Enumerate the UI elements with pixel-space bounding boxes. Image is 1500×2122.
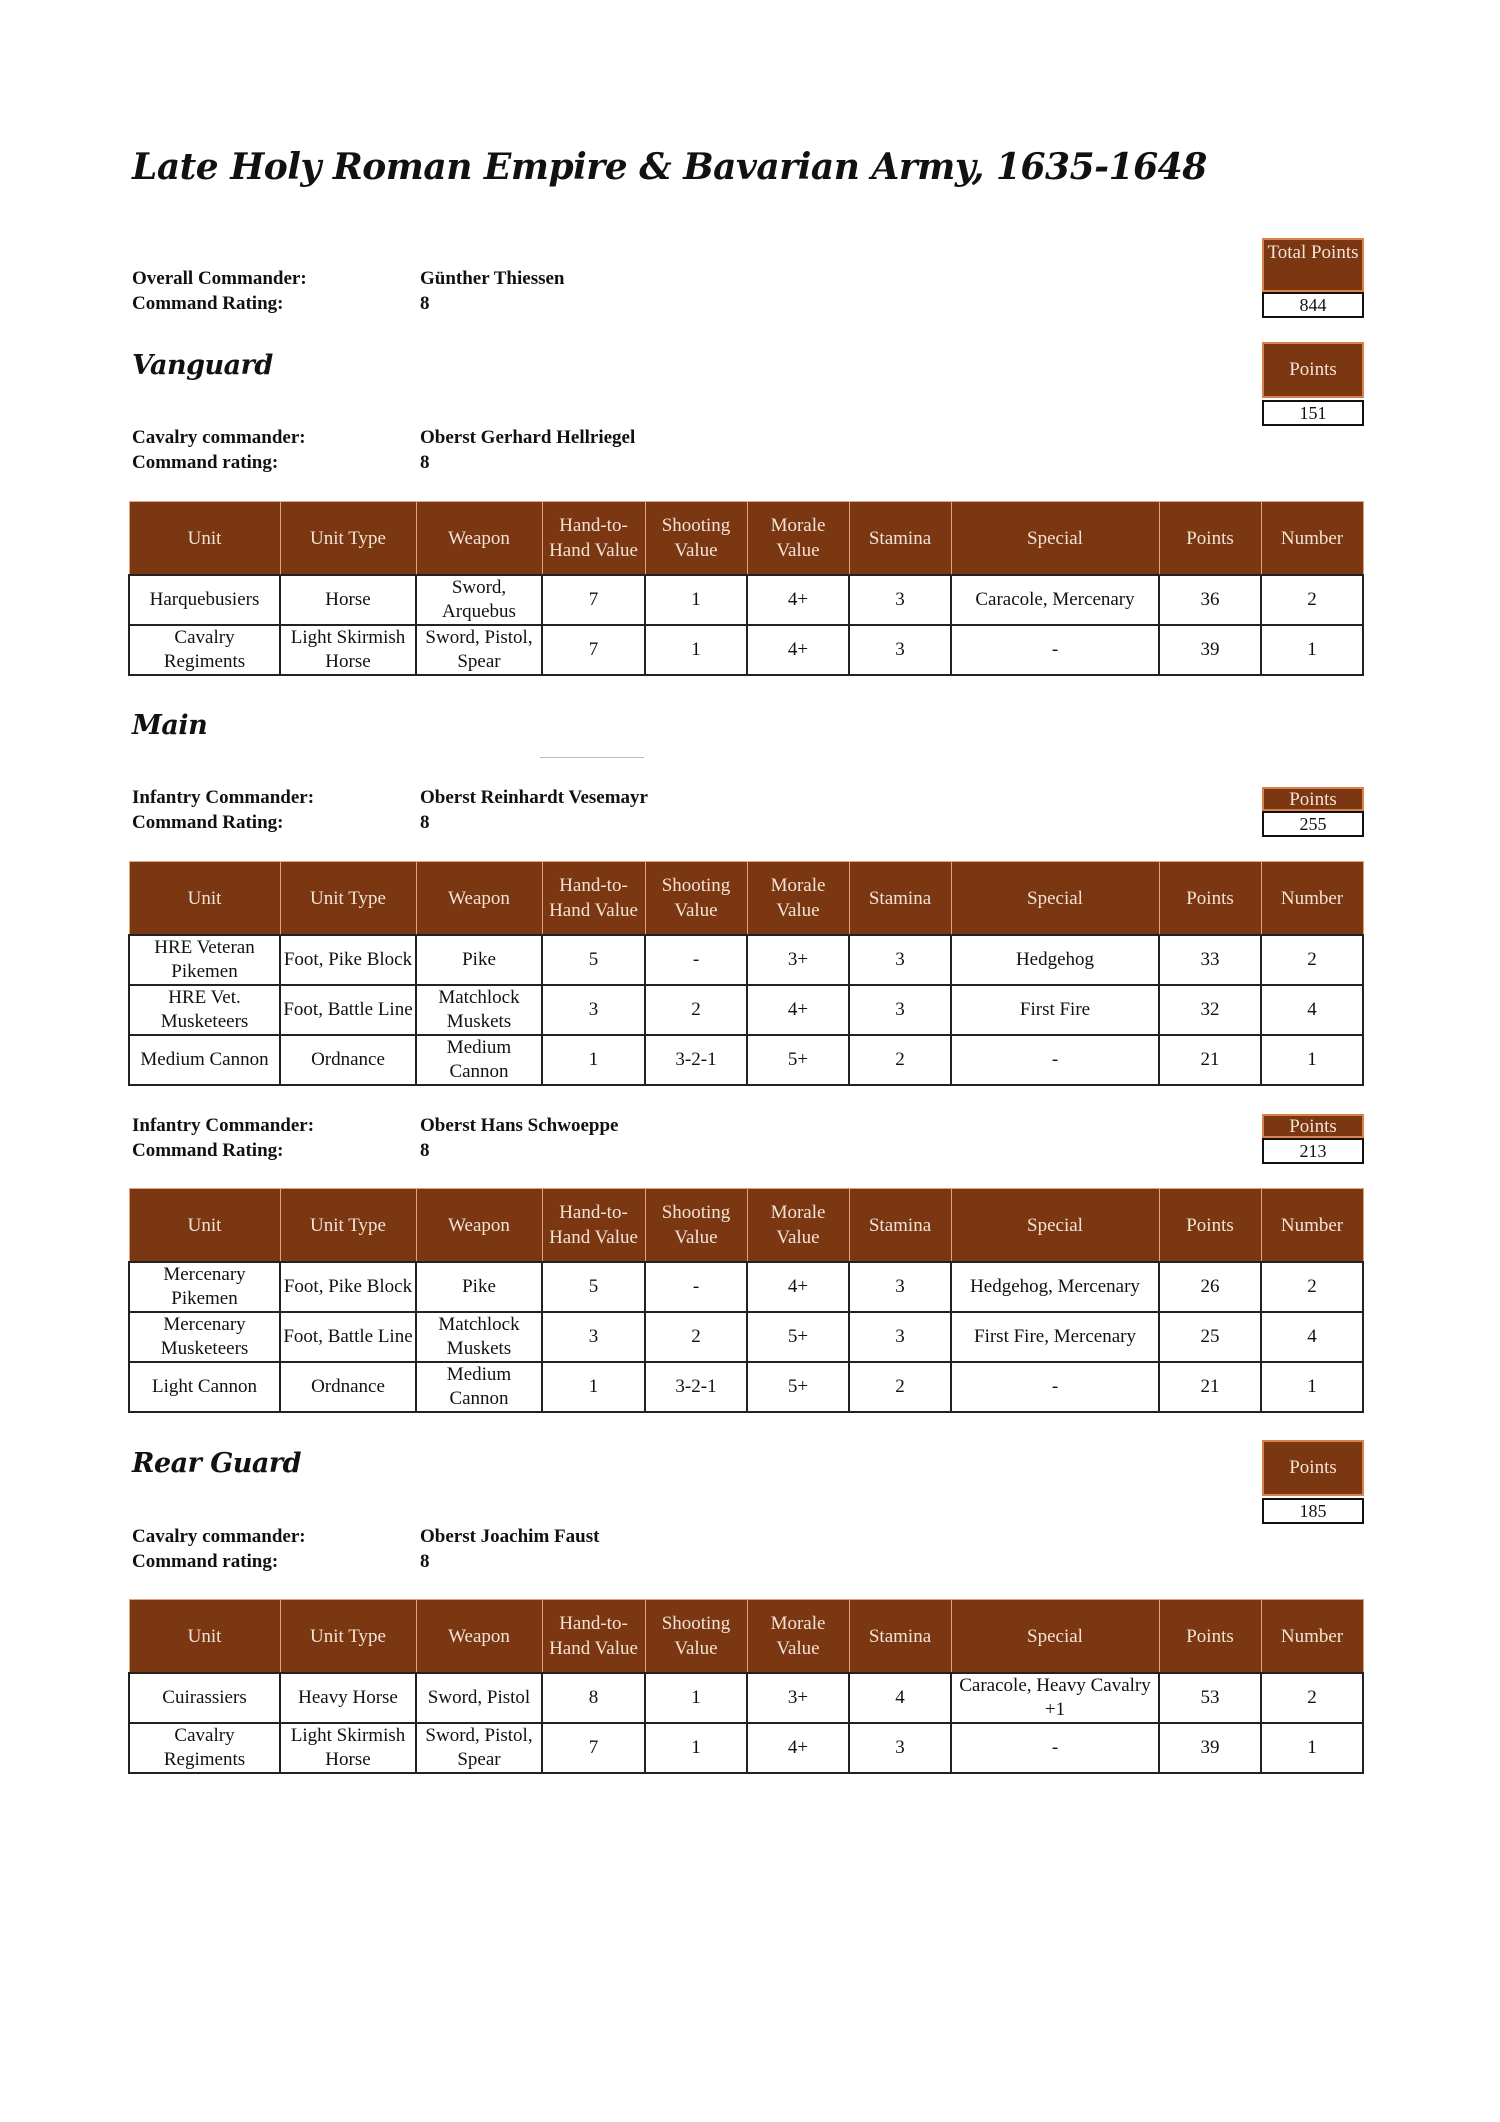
cell-shooting-value: -	[645, 1262, 747, 1312]
brigade2-points-label: Points	[1262, 1114, 1364, 1138]
column-header-stamina: Stamina	[849, 862, 951, 936]
cell-weapon: Sword, Pistol	[416, 1673, 542, 1723]
column-header-unit-type: Unit Type	[280, 1189, 416, 1263]
cell-unit: Cuirassiers	[129, 1673, 280, 1723]
vanguard-points-value: 151	[1262, 400, 1364, 426]
column-header-unit-type: Unit Type	[280, 502, 416, 576]
table-header-row	[129, 1189, 1363, 1263]
total-points-value: 844	[1262, 292, 1364, 318]
cell-stamina: 3	[849, 935, 951, 985]
vanguard-unit-table	[128, 501, 1364, 676]
cell-points: 39	[1159, 625, 1261, 675]
table-row	[129, 1312, 1363, 1362]
table-row	[129, 1723, 1363, 1773]
column-header-morale-value: Morale Value	[747, 1189, 849, 1263]
cell-points: 26	[1159, 1262, 1261, 1312]
cell-points: 25	[1159, 1312, 1261, 1362]
cell-morale-value: 5+	[747, 1035, 849, 1085]
cell-hand-to-hand-value: 8	[542, 1673, 645, 1723]
cell-number: 4	[1261, 1312, 1363, 1362]
column-header-hand-to-hand-value: Hand-to-Hand Value	[542, 862, 645, 936]
main-brigade2-commander-block	[132, 1113, 618, 1163]
cell-weapon: Pike	[416, 1262, 542, 1312]
cell-shooting-value: 2	[645, 985, 747, 1035]
cell-stamina: 3	[849, 575, 951, 625]
column-header-shooting-value: Shooting Value	[645, 502, 747, 576]
cell-hand-to-hand-value: 5	[542, 1262, 645, 1312]
cell-weapon: Matchlock Muskets	[416, 1312, 542, 1362]
rearguard-points-label: Points	[1262, 1440, 1364, 1496]
cell-special: -	[951, 625, 1159, 675]
cell-points: 32	[1159, 985, 1261, 1035]
cell-morale-value: 5+	[747, 1312, 849, 1362]
cell-hand-to-hand-value: 5	[542, 935, 645, 985]
cell-number: 1	[1261, 1362, 1363, 1412]
cell-shooting-value: 3-2-1	[645, 1035, 747, 1085]
cell-stamina: 3	[849, 1262, 951, 1312]
cell-unit: HRE Veteran Pikemen	[129, 935, 280, 985]
brigade2-commander-name: Oberst Hans Schwoeppe	[420, 1115, 619, 1136]
cell-hand-to-hand-value: 7	[542, 575, 645, 625]
cell-unit-type: Heavy Horse	[280, 1673, 416, 1723]
column-header-morale-value: Morale Value	[747, 862, 849, 936]
cell-morale-value: 4+	[747, 1723, 849, 1773]
cell-special: Hedgehog, Mercenary	[951, 1262, 1159, 1312]
cell-unit: HRE Vet. Musketeers	[129, 985, 280, 1035]
cell-hand-to-hand-value: 7	[542, 1723, 645, 1773]
table-row	[129, 1362, 1363, 1412]
cell-weapon: Sword, Pistol, Spear	[416, 1723, 542, 1773]
divider-line	[540, 757, 644, 758]
cell-unit-type: Foot, Pike Block	[280, 935, 416, 985]
brigade1-points-label: Points	[1262, 787, 1364, 811]
cell-morale-value: 4+	[747, 1262, 849, 1312]
cell-unit: Mercenary Pikemen	[129, 1262, 280, 1312]
overall-commander-name: Günther Thiessen	[420, 268, 565, 289]
vanguard-points-box	[1262, 342, 1364, 426]
cell-hand-to-hand-value: 1	[542, 1362, 645, 1412]
vanguard-rating-value: 8	[420, 452, 430, 473]
table-header-row	[129, 1600, 1363, 1674]
cell-special: -	[951, 1362, 1159, 1412]
cell-number: 4	[1261, 985, 1363, 1035]
cell-weapon: Medium Cannon	[416, 1035, 542, 1085]
cell-shooting-value: -	[645, 935, 747, 985]
cell-morale-value: 5+	[747, 1362, 849, 1412]
cell-unit: Mercenary Musketeers	[129, 1312, 280, 1362]
cell-hand-to-hand-value: 3	[542, 1312, 645, 1362]
brigade1-unit-table	[128, 861, 1364, 1086]
cell-special: Hedgehog	[951, 935, 1159, 985]
section-title-rearguard: Rear Guard	[132, 1448, 302, 1479]
cell-shooting-value: 1	[645, 1673, 747, 1723]
column-header-number: Number	[1261, 862, 1363, 936]
cell-unit-type: Ordnance	[280, 1362, 416, 1412]
column-header-unit: Unit	[129, 862, 280, 936]
overall-rating-value: 8	[420, 293, 430, 314]
cell-unit-type: Foot, Battle Line	[280, 1312, 416, 1362]
cell-number: 2	[1261, 575, 1363, 625]
cell-weapon: Medium Cannon	[416, 1362, 542, 1412]
page-title: Late Holy Roman Empire & Bavarian Army, 1635-1648	[132, 146, 1207, 188]
rearguard-points-box	[1262, 1440, 1364, 1524]
cell-hand-to-hand-value: 3	[542, 985, 645, 1035]
table-row	[129, 625, 1363, 675]
cell-unit-type: Ordnance	[280, 1035, 416, 1085]
column-header-shooting-value: Shooting Value	[645, 862, 747, 936]
brigade1-rating-value: 8	[420, 812, 430, 833]
overall-commander-block	[132, 266, 564, 316]
vanguard-commander-name: Oberst Gerhard Hellriegel	[420, 427, 636, 448]
brigade1-commander-name: Oberst Reinhardt Vesemayr	[420, 787, 648, 808]
column-header-hand-to-hand-value: Hand-to-Hand Value	[542, 1189, 645, 1263]
table-header-row	[129, 862, 1363, 936]
column-header-shooting-value: Shooting Value	[645, 1189, 747, 1263]
cell-special: Caracole, Mercenary	[951, 575, 1159, 625]
cell-unit: Medium Cannon	[129, 1035, 280, 1085]
cell-number: 2	[1261, 935, 1363, 985]
cell-weapon: Matchlock Muskets	[416, 985, 542, 1035]
brigade1-points-box	[1262, 787, 1364, 837]
cell-special: First Fire	[951, 985, 1159, 1035]
cell-number: 1	[1261, 1723, 1363, 1773]
column-header-special: Special	[951, 862, 1159, 936]
cell-points: 53	[1159, 1673, 1261, 1723]
vanguard-commander-block	[132, 425, 635, 475]
column-header-morale-value: Morale Value	[747, 1600, 849, 1674]
column-header-stamina: Stamina	[849, 502, 951, 576]
cell-stamina: 3	[849, 1723, 951, 1773]
cell-weapon: Pike	[416, 935, 542, 985]
cell-points: 33	[1159, 935, 1261, 985]
column-header-special: Special	[951, 502, 1159, 576]
column-header-hand-to-hand-value: Hand-to-Hand Value	[542, 1600, 645, 1674]
brigade2-points-value: 213	[1262, 1138, 1364, 1164]
cell-stamina: 3	[849, 1312, 951, 1362]
cell-stamina: 2	[849, 1035, 951, 1085]
brigade1-rating-label: Command Rating:	[132, 812, 284, 833]
cell-shooting-value: 2	[645, 1312, 747, 1362]
brigade2-rating-value: 8	[420, 1140, 430, 1161]
cell-morale-value: 3+	[747, 1673, 849, 1723]
column-header-special: Special	[951, 1600, 1159, 1674]
column-header-unit-type: Unit Type	[280, 862, 416, 936]
cell-special: First Fire, Mercenary	[951, 1312, 1159, 1362]
cell-weapon: Sword, Pistol, Spear	[416, 625, 542, 675]
cell-morale-value: 4+	[747, 625, 849, 675]
cell-hand-to-hand-value: 1	[542, 1035, 645, 1085]
rearguard-points-value: 185	[1262, 1498, 1364, 1524]
brigade2-points-box	[1262, 1114, 1364, 1164]
column-header-weapon: Weapon	[416, 502, 542, 576]
cell-unit-type: Horse	[280, 575, 416, 625]
cell-points: 39	[1159, 1723, 1261, 1773]
cell-points: 36	[1159, 575, 1261, 625]
rearguard-commander-name: Oberst Joachim Faust	[420, 1526, 600, 1547]
section-title-vanguard: Vanguard	[132, 350, 273, 381]
column-header-unit: Unit	[129, 1600, 280, 1674]
cell-unit: Cavalry Regiments	[129, 625, 280, 675]
column-header-weapon: Weapon	[416, 1189, 542, 1263]
cell-stamina: 2	[849, 1362, 951, 1412]
column-header-unit: Unit	[129, 1189, 280, 1263]
cell-unit-type: Foot, Pike Block	[280, 1262, 416, 1312]
column-header-unit: Unit	[129, 502, 280, 576]
cell-hand-to-hand-value: 7	[542, 625, 645, 675]
cell-unit-type: Foot, Battle Line	[280, 985, 416, 1035]
column-header-special: Special	[951, 1189, 1159, 1263]
rearguard-rating-label: Command rating:	[132, 1551, 279, 1572]
column-header-points: Points	[1159, 1189, 1261, 1263]
section-title-main: Main	[132, 710, 208, 741]
column-header-stamina: Stamina	[849, 1189, 951, 1263]
total-points-label: Total Points	[1262, 238, 1364, 292]
main-brigade1-commander-block	[132, 785, 648, 835]
cell-unit: Harquebusiers	[129, 575, 280, 625]
column-header-hand-to-hand-value: Hand-to-Hand Value	[542, 502, 645, 576]
brigade1-points-value: 255	[1262, 811, 1364, 837]
cell-number: 1	[1261, 1035, 1363, 1085]
cell-weapon: Sword, Arquebus	[416, 575, 542, 625]
overall-commander-label: Overall Commander:	[132, 268, 307, 289]
column-header-number: Number	[1261, 1600, 1363, 1674]
cell-number: 2	[1261, 1262, 1363, 1312]
column-header-number: Number	[1261, 502, 1363, 576]
column-header-points: Points	[1159, 502, 1261, 576]
cell-stamina: 3	[849, 985, 951, 1035]
cell-points: 21	[1159, 1035, 1261, 1085]
cell-unit-type: Light Skirmish Horse	[280, 1723, 416, 1773]
cell-special: -	[951, 1723, 1159, 1773]
cell-unit: Cavalry Regiments	[129, 1723, 280, 1773]
brigade2-commander-label: Infantry Commander:	[132, 1115, 315, 1136]
column-header-shooting-value: Shooting Value	[645, 1600, 747, 1674]
cell-points: 21	[1159, 1362, 1261, 1412]
column-header-number: Number	[1261, 1189, 1363, 1263]
cell-stamina: 3	[849, 625, 951, 675]
cell-shooting-value: 1	[645, 1723, 747, 1773]
brigade1-commander-label: Infantry Commander:	[132, 787, 315, 808]
brigade2-rating-label: Command Rating:	[132, 1140, 284, 1161]
rearguard-commander-label: Cavalry commander:	[132, 1526, 306, 1547]
column-header-morale-value: Morale Value	[747, 502, 849, 576]
table-row	[129, 935, 1363, 985]
cell-special: -	[951, 1035, 1159, 1085]
rearguard-unit-table	[128, 1599, 1364, 1774]
column-header-points: Points	[1159, 1600, 1261, 1674]
table-row	[129, 985, 1363, 1035]
cell-number: 2	[1261, 1673, 1363, 1723]
vanguard-rating-label: Command rating:	[132, 452, 279, 473]
brigade2-unit-table	[128, 1188, 1364, 1413]
rearguard-rating-value: 8	[420, 1551, 430, 1572]
cell-shooting-value: 3-2-1	[645, 1362, 747, 1412]
total-points-box	[1262, 238, 1364, 318]
vanguard-commander-label: Cavalry commander:	[132, 427, 306, 448]
cell-shooting-value: 1	[645, 575, 747, 625]
column-header-weapon: Weapon	[416, 1600, 542, 1674]
cell-shooting-value: 1	[645, 625, 747, 675]
cell-morale-value: 4+	[747, 985, 849, 1035]
table-row	[129, 1262, 1363, 1312]
table-row	[129, 575, 1363, 625]
rearguard-commander-block	[132, 1524, 599, 1574]
table-header-row	[129, 502, 1363, 576]
cell-unit: Light Cannon	[129, 1362, 280, 1412]
column-header-points: Points	[1159, 862, 1261, 936]
cell-unit-type: Light Skirmish Horse	[280, 625, 416, 675]
cell-number: 1	[1261, 625, 1363, 675]
column-header-weapon: Weapon	[416, 862, 542, 936]
cell-morale-value: 3+	[747, 935, 849, 985]
cell-special: Caracole, Heavy Cavalry +1	[951, 1673, 1159, 1723]
table-row	[129, 1035, 1363, 1085]
cell-morale-value: 4+	[747, 575, 849, 625]
column-header-unit-type: Unit Type	[280, 1600, 416, 1674]
cell-stamina: 4	[849, 1673, 951, 1723]
table-row	[129, 1673, 1363, 1723]
overall-rating-label: Command Rating:	[132, 293, 284, 314]
column-header-stamina: Stamina	[849, 1600, 951, 1674]
vanguard-points-label: Points	[1262, 342, 1364, 398]
